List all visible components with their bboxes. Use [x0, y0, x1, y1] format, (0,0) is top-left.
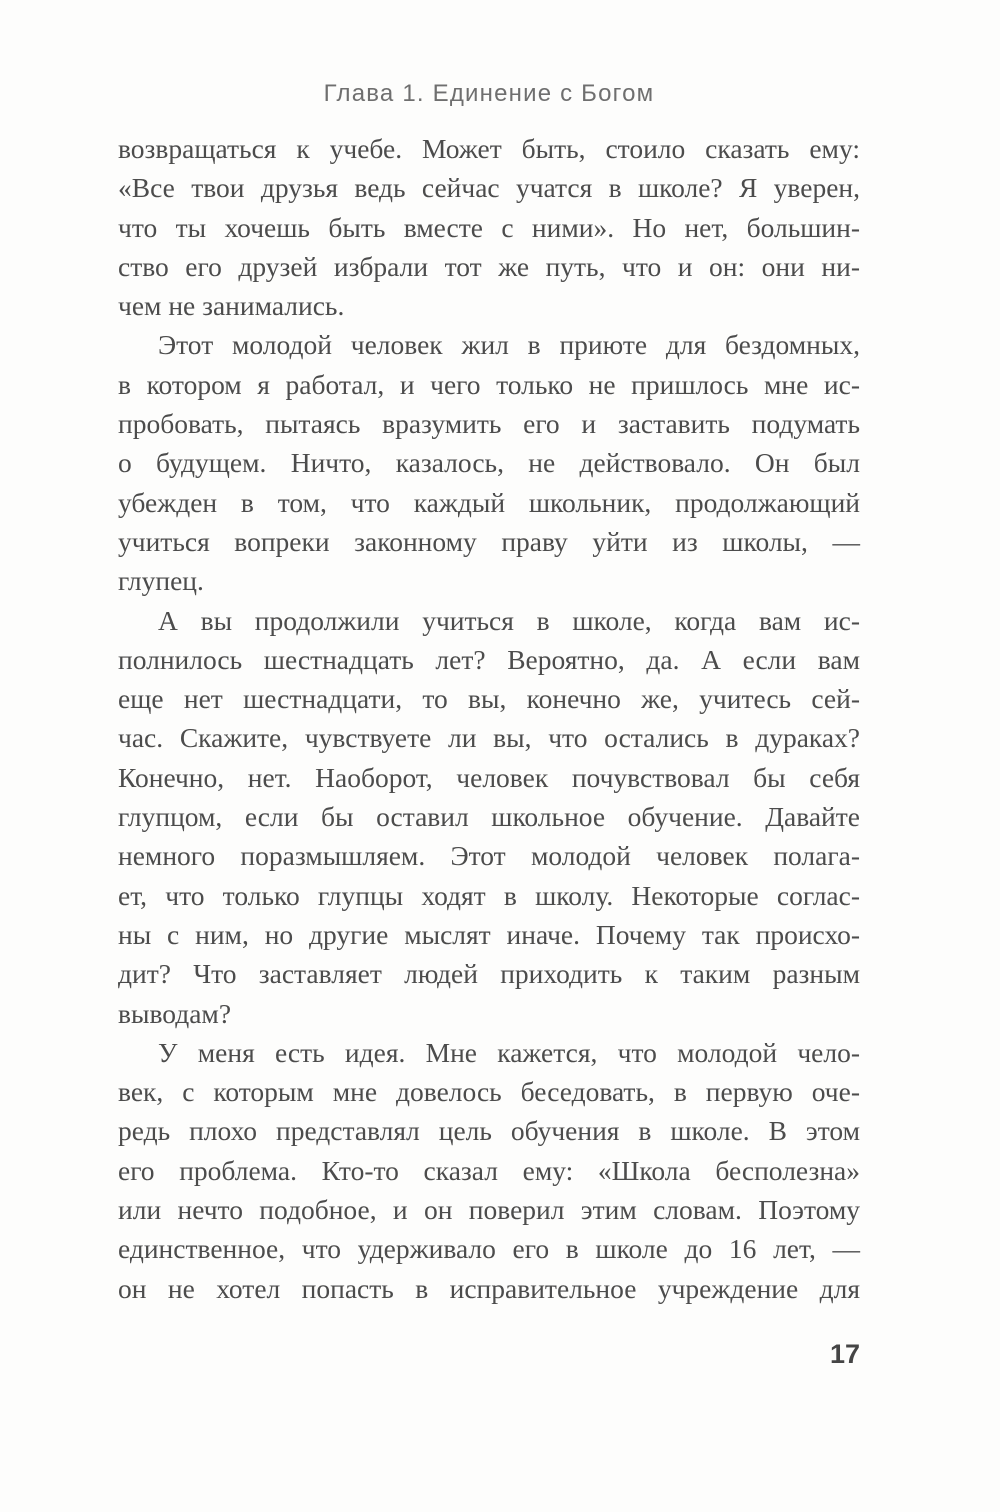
- text-line: глупец.: [118, 565, 204, 597]
- text-line: единственное, что удерживало его в школе до 16 лет, —: [118, 1233, 860, 1265]
- text-line: полнилось шестнадцать лет? Вероятно, да. А если вам: [118, 643, 860, 675]
- text-line: пробовать, пытаясь вразумить его и заставить подумать: [118, 408, 860, 440]
- text-line: Этот молодой человек жил в приюте для бездомных,: [158, 329, 860, 361]
- text-line: о будущем. Ничто, казалось, не действовало. Он был: [118, 447, 860, 479]
- text-line: убежден в том, что каждый школьник, продолжающий: [118, 486, 860, 518]
- text-line: век, с которым мне довелось беседовать, в первую оче-: [118, 1076, 860, 1108]
- text-line: учиться вопреки законному праву уйти из школы, —: [118, 525, 860, 557]
- text-line: час. Скажите, чувствуете ли вы, что остались в дураках?: [118, 722, 860, 754]
- text-line: ны с ним, но другие мыслят иначе. Почему так происхо-: [118, 918, 860, 950]
- text-line: чем не занимались.: [118, 290, 345, 322]
- text-line: выводам?: [118, 997, 232, 1029]
- text-line: или нечто подобное, и он поверил этим словам. Поэтому: [118, 1194, 860, 1226]
- text-line: немного поразмышляем. Этот молодой человек полага-: [118, 840, 860, 872]
- text-line: А вы продолжили учиться в школе, когда вам ис-: [158, 604, 860, 636]
- text-line: ство его друзей избрали тот же путь, что и он: они ни-: [118, 250, 860, 282]
- text-line: Конечно, нет. Наоборот, человек почувствовал бы себя: [118, 761, 860, 793]
- text-line: в котором я работал, и чего только не пришлось мне ис-: [118, 368, 860, 400]
- body-text: [118, 129, 860, 1308]
- text-line: еще нет шестнадцати, то вы, конечно же, учитесь сей-: [118, 683, 860, 715]
- text-line: возвращаться к учебе. Может быть, стоило сказать ему:: [118, 133, 860, 164]
- page-number: 17: [829, 1339, 860, 1369]
- text-line: что ты хочешь быть вместе с ними». Но нет, большин-: [118, 211, 860, 243]
- text-line: дит? Что заставляет людей приходить к таким разным: [118, 958, 860, 990]
- text-line: его проблема. Кто-то сказал ему: «Школа бесполезна»: [118, 1154, 860, 1186]
- text-line: «Все твои друзья ведь сейчас учатся в школе? Я уверен,: [118, 172, 860, 204]
- text-line: редь плохо представлял цель обучения в школе. В этом: [118, 1115, 860, 1147]
- text-line: он не хотел попасть в исправительное учреждение для: [118, 1272, 860, 1304]
- text-line: глупцом, если бы оставил школьное обучение. Давайте: [118, 801, 860, 833]
- chapter-running-title: Глава 1. Единение с Богом: [323, 80, 655, 107]
- text-line: У меня есть идея. Мне кажется, что молодой чело-: [158, 1036, 860, 1068]
- text-line: ет, что только глупцы ходят в школу. Некоторые соглас-: [118, 879, 860, 911]
